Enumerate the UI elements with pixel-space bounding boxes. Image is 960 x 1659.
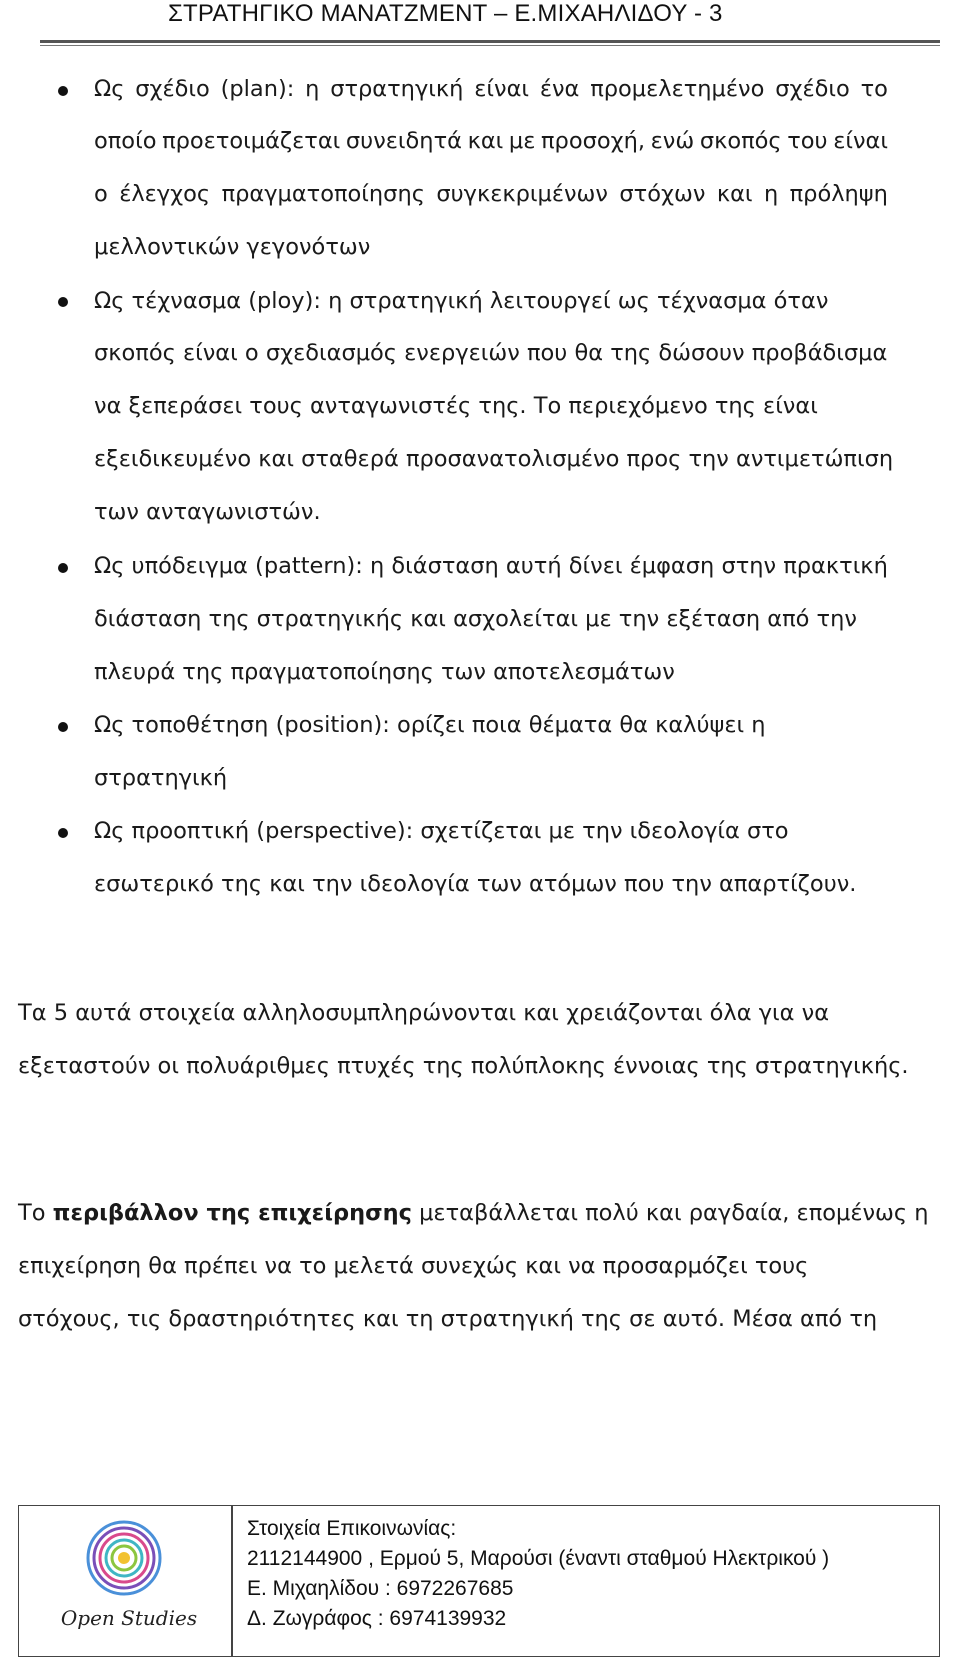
bullet-dot bbox=[58, 563, 68, 573]
bullet-dot bbox=[58, 297, 68, 307]
paragraph-2-line-2: επιχείρηση θα πρέπει να το μελετά συνεχώς και να προσαρμόζει τους bbox=[18, 1253, 809, 1279]
word: ενώ bbox=[650, 128, 695, 154]
bullet-2-line-3: να ξεπεράσει τους ανταγωνιστές της. Το περιεχόμενο της είναι bbox=[94, 393, 818, 419]
word: πρόληψη bbox=[789, 181, 888, 207]
page-title: ΣΤΡΑΤΗΓΙΚΟ ΜΑΝΑΤΖΜΕΝΤ – Ε.ΜΙΧΑΗΛΙΔΟΥ - 3 bbox=[168, 0, 723, 27]
contact-footer bbox=[18, 1505, 940, 1657]
word: η bbox=[763, 181, 779, 207]
word: είναι bbox=[833, 128, 888, 154]
bullet-1-line-2 bbox=[94, 128, 888, 154]
paragraph-2-line-3: στόχους, τις δραστηριότητες και τη στρατηγική της σε αυτό. Μέσα από τη bbox=[18, 1306, 878, 1332]
word: σκοπός bbox=[699, 128, 782, 154]
logo-swirl-icon bbox=[39, 1514, 209, 1614]
word: με bbox=[508, 128, 536, 154]
word: σχέδιο bbox=[135, 76, 210, 102]
word: συγκεκριμένων bbox=[436, 181, 608, 207]
contact-address: 2112144900 , Ερμού 5, Μαρούσι (έναντι σταθμού Ηλεκτρικού ) bbox=[247, 1547, 830, 1570]
word: Ως bbox=[94, 76, 125, 102]
bullet-dot bbox=[58, 722, 68, 732]
bullet-3-line-3: πλευρά της πραγματοποίησης των αποτελεσμάτων bbox=[94, 659, 675, 685]
word: οποίο bbox=[94, 128, 157, 154]
bullet-2-line-1: Ως τέχνασμα (ploy): η στρατηγική λειτουργεί ως τέχνασμα όταν bbox=[94, 288, 829, 314]
footer-divider bbox=[231, 1506, 233, 1656]
word: έλεγχος bbox=[119, 181, 211, 207]
bullet-4-line-1: Ως τοποθέτηση (position): ορίζει ποια θέματα θα καλύψει η bbox=[94, 712, 766, 738]
word: σχέδιο bbox=[775, 76, 850, 102]
paragraph-2-text: μεταβάλλεται πολύ και ραγδαία, επομένως η bbox=[411, 1200, 929, 1226]
word: προετοιμάζεται bbox=[162, 128, 341, 154]
bullet-3-line-1: Ως υπόδειγμα (pattern): η διάσταση αυτή δίνει έμφαση στην πρακτική bbox=[94, 553, 888, 579]
bullet-1-line-1 bbox=[94, 76, 888, 102]
contact-phone-zografos: Δ. Ζωγράφος : 6974139932 bbox=[247, 1607, 507, 1630]
bullet-5-line-1: Ως προοπτική (perspective): σχετίζεται με την ιδεολογία στο bbox=[94, 818, 789, 844]
logo-text: Open Studies bbox=[60, 1606, 198, 1630]
header-divider-thin bbox=[40, 45, 940, 46]
word: στρατηγική bbox=[330, 76, 464, 102]
word: πραγματοποίησης bbox=[221, 181, 425, 207]
bullet-dot bbox=[58, 86, 68, 96]
word: του bbox=[787, 128, 828, 154]
word: είναι bbox=[474, 76, 530, 102]
contact-title: Στοιχεία Επικοινωνίας: bbox=[247, 1517, 457, 1540]
bullet-dot bbox=[58, 828, 68, 838]
page-header bbox=[0, 0, 960, 44]
bullet-3-line-2: διάσταση της στρατηγικής και ασχολείται με την εξέταση από την bbox=[94, 606, 857, 632]
open-studies-logo bbox=[39, 1514, 209, 1650]
word: ο bbox=[94, 181, 108, 207]
word: και bbox=[467, 128, 504, 154]
bullet-2-line-5: των ανταγωνιστών. bbox=[94, 499, 321, 525]
paragraph-2-text: Το bbox=[18, 1200, 53, 1226]
paragraph-1-line-2: εξεταστούν οι πολυάριθμες πτυχές της πολύπλοκης έννοιας της στρατηγικής. bbox=[18, 1053, 909, 1079]
paragraph-1-line-1: Τα 5 αυτά στοιχεία αλληλοσυμπληρώνονται και χρειάζονται όλα για να bbox=[18, 1000, 830, 1026]
bullet-4-line-2: στρατηγική bbox=[94, 765, 228, 791]
word: ένα bbox=[539, 76, 580, 102]
word: συνειδητά bbox=[345, 128, 462, 154]
word: η bbox=[305, 76, 320, 102]
word: προσοχή, bbox=[540, 128, 646, 154]
word: στόχων bbox=[619, 181, 706, 207]
bullet-1-line-4: μελλοντικών γεγονότων bbox=[94, 234, 371, 260]
bullet-2-line-2: σκοπός είναι ο σχεδιασμός ενεργειών που θα της δώσουν προβάδισμα bbox=[94, 340, 888, 366]
paragraph-2-line-1 bbox=[18, 1200, 929, 1226]
word: το bbox=[860, 76, 888, 102]
word: προμελετημένο bbox=[590, 76, 765, 102]
contact-info bbox=[247, 1514, 829, 1634]
word: (plan): bbox=[220, 76, 295, 102]
word: και bbox=[716, 181, 753, 207]
bullet-5-line-2: εσωτερικό της και την ιδεολογία των ατόμων που την απαρτίζουν. bbox=[94, 871, 857, 897]
bullet-2-line-4: εξειδικευμένο και σταθερά προσανατολισμένο προς την αντιμετώπιση bbox=[94, 446, 894, 472]
header-divider bbox=[40, 40, 940, 43]
paragraph-2-emphasis: περιβάλλον της επιχείρησης bbox=[52, 1200, 412, 1226]
bullet-1-line-3 bbox=[94, 181, 888, 207]
contact-phone-michailidou: Ε. Μιχαηλίδου : 6972267685 bbox=[247, 1577, 514, 1600]
